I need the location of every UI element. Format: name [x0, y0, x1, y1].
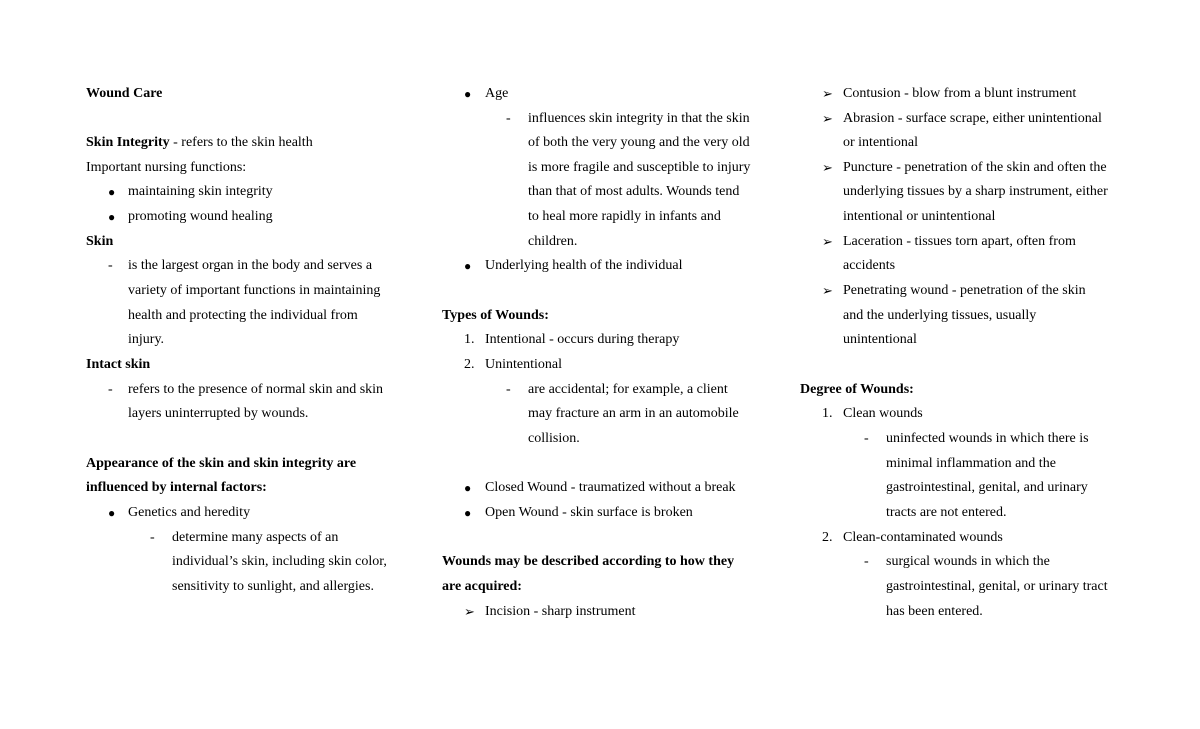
bullet-icon: ● — [464, 506, 472, 520]
wound-type-item: Intentional - occurs during therapy — [485, 332, 680, 347]
bullet-icon: ● — [108, 185, 116, 199]
bullet-icon: ● — [464, 481, 472, 495]
skin-heading: Skin — [86, 234, 114, 249]
unintentional-text-line: are accidental; for example, a client — [528, 382, 728, 397]
intact-skin-heading: Intact skin — [86, 357, 151, 372]
degree-item-label: Clean wounds — [843, 406, 923, 421]
age-text-line: than that of most adults. Wounds tend — [528, 184, 740, 199]
arrow-bullet-icon: ➢ — [822, 86, 833, 101]
nursing-functions-intro: Important nursing functions: — [86, 160, 247, 175]
skin-text-line: is the largest organ in the body and serves a — [128, 258, 373, 273]
age-text-line: of both the very young and the very old — [528, 135, 750, 150]
skin-text-line: health and protecting the individual from — [128, 308, 358, 323]
acquired-item-line: accidents — [843, 258, 896, 273]
acquired-item-line: Penetrating wound - penetration of the skin — [843, 283, 1086, 298]
acquired-item-line: intentional or unintentional — [843, 209, 996, 224]
genetics-text-line: individual’s skin, including skin color, — [172, 554, 387, 569]
acquired-heading: are acquired: — [442, 579, 522, 594]
skin-integrity-line — [86, 131, 313, 155]
acquired-item-line: Contusion - blow from a blunt instrument — [843, 86, 1077, 101]
acquired-item-line: Laceration - tissues torn apart, often from — [843, 234, 1076, 249]
dash-marker: - — [108, 258, 113, 273]
underlying-health-item: Underlying health of the individual — [485, 258, 683, 273]
unintentional-text-line: may fracture an arm in an automobile — [528, 406, 739, 421]
intact-skin-text-line: layers uninterrupted by wounds. — [128, 406, 309, 421]
skin-integrity-definition: - refers to the skin health — [169, 135, 313, 150]
arrow-bullet-icon: ➢ — [822, 283, 833, 298]
age-text-line: influences skin integrity in that the skin — [528, 111, 750, 126]
list-number: 1. — [822, 406, 833, 421]
dash-marker: - — [150, 530, 155, 545]
degree-of-wounds-heading: Degree of Wounds: — [800, 382, 914, 397]
genetics-label: Genetics and heredity — [128, 505, 251, 520]
bullet-icon: ● — [108, 210, 116, 224]
skin-text-line: variety of important functions in maintaining — [128, 283, 381, 298]
degree-text-line: gastrointestinal, genital, or urinary tract — [886, 579, 1108, 594]
list-number: 1. — [464, 332, 475, 347]
acquired-heading: Wounds may be described according to how they — [442, 554, 735, 569]
acquired-item-line: and the underlying tissues, usually — [843, 308, 1037, 323]
genetics-text-line: sensitivity to sunlight, and allergies. — [172, 579, 374, 594]
dash-marker: - — [864, 554, 869, 569]
incision-item: Incision - sharp instrument — [485, 604, 636, 619]
dash-marker: - — [506, 111, 511, 126]
types-of-wounds-heading: Types of Wounds: — [442, 308, 549, 323]
degree-text-line: minimal inflammation and the — [886, 456, 1056, 471]
internal-factors-heading: influenced by internal factors: — [86, 480, 267, 495]
arrow-bullet-icon: ➢ — [822, 111, 833, 126]
age-text-line: to heal more rapidly in infants and — [528, 209, 721, 224]
list-number: 2. — [464, 357, 475, 372]
arrow-bullet-icon: ➢ — [822, 234, 833, 249]
degree-text-line: has been entered. — [886, 604, 983, 619]
nursing-function-item: maintaining skin integrity — [128, 184, 273, 199]
dash-marker: - — [506, 382, 511, 397]
bullet-icon: ● — [464, 87, 472, 101]
acquired-item-line: Abrasion - surface scrape, either unintentional — [843, 111, 1102, 126]
bullet-icon: ● — [464, 259, 472, 273]
wound-type-item: Unintentional — [485, 357, 562, 372]
intact-skin-text-line: refers to the presence of normal skin and skin — [128, 382, 384, 397]
internal-factors-heading: Appearance of the skin and skin integrity are — [86, 456, 357, 471]
open-wound-item: Open Wound - skin surface is broken — [485, 505, 693, 520]
bullet-icon: ● — [108, 506, 116, 520]
acquired-item-line: underlying tissues by a sharp instrument, either — [843, 184, 1108, 199]
skin-integrity-term: Skin Integrity — [86, 135, 170, 150]
unintentional-text-line: collision. — [528, 431, 580, 446]
age-text-line: is more fragile and susceptible to injury — [528, 160, 751, 175]
genetics-text-line: determine many aspects of an — [172, 530, 339, 545]
list-number: 2. — [822, 530, 833, 545]
closed-wound-item: Closed Wound - traumatized without a break — [485, 480, 736, 495]
acquired-item-line: or intentional — [843, 135, 919, 150]
degree-text-line: uninfected wounds in which there is — [886, 431, 1089, 446]
page-title: Wound Care — [86, 86, 163, 101]
skin-text-line: injury. — [128, 332, 165, 347]
degree-text-line: gastrointestinal, genital, and urinary — [886, 480, 1088, 495]
nursing-function-item: promoting wound healing — [128, 209, 273, 224]
acquired-item-line: unintentional — [843, 332, 917, 347]
age-text-line: children. — [528, 234, 578, 249]
arrow-bullet-icon: ➢ — [464, 604, 475, 619]
dash-marker: - — [864, 431, 869, 446]
degree-text-line: surgical wounds in which the — [886, 554, 1050, 569]
dash-marker: - — [108, 382, 113, 397]
degree-text-line: tracts are not entered. — [886, 505, 1007, 520]
age-label: Age — [485, 86, 509, 101]
arrow-bullet-icon: ➢ — [822, 160, 833, 175]
degree-item-label: Clean-contaminated wounds — [843, 530, 1003, 545]
acquired-item-line: Puncture - penetration of the skin and often the — [843, 160, 1107, 175]
